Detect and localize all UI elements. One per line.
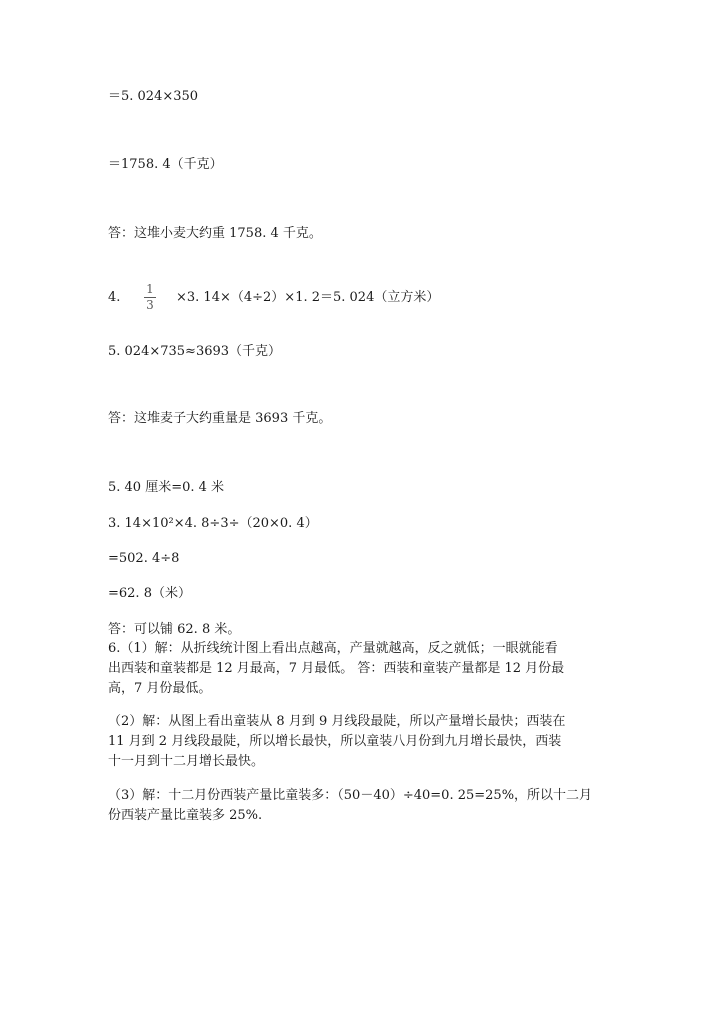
p5-line2: 3. 14×10²×4. 8÷3÷（20×0. 4） [108,516,318,531]
p4-frac-den: 3 [146,298,154,312]
p6-part1-line: 出西装和童装都是 12 月最高，7 月最低。 答：西装和童装产量都是 12 月份最 [108,661,565,676]
p4-fraction [143,283,157,312]
p4-answer: 答：这堆麦子大约重量是 3693 千克。 [108,411,332,426]
p4-expr: ×3. 14×（4÷2）×1. 2＝5. 024（立方米） [176,290,440,305]
p4-number: 4. [108,290,121,305]
p6-part3 [108,786,618,826]
p6-part1 [108,639,618,699]
p3-line2: ＝1758. 4（千克） [108,157,223,172]
p5-answer: 答：可以铺 62. 8 米。 [108,622,241,637]
p3-line1: ＝5. 024×350 [108,89,199,104]
p4-line2: 5. 024×735≈3693（千克） [108,344,282,359]
p6-part2-line: 11 月到 2 月线段最陡，所以增长最快，所以童装八月份到九月增长最快，西装 [108,734,562,749]
p6-part3-line: （3）解：十二月份西装产量比童装多：（50－40）÷40=0. 25=25%，所以十二月 [108,788,593,803]
p5-line3: =502. 4÷8 [108,551,180,566]
p4-frac-num: 1 [146,282,154,296]
p3-answer: 答：这堆小麦大约重 1758. 4 千克。 [108,226,322,241]
p6-part3-line: 份西装产量比童装多 25%. [108,808,263,823]
p6-part2 [108,712,618,772]
p6-part1-line: 高，7 月份最低。 [108,681,212,696]
p5-line1: 5. 40 厘米=0. 4 米 [108,480,225,495]
p6-part2-line: （2）解：从图上看出童装从 8 月到 9 月线段最陡，所以产量增长最快；西装在 [108,714,566,729]
p6-part2-line: 十一月到十二月增长最快。 [108,754,265,769]
p5-line4: =62. 8（米） [108,586,191,601]
p6-part1-line: 6.（1）解：从折线统计图上看出点越高，产量就越高，反之就低；一眼就能看 [108,641,558,656]
